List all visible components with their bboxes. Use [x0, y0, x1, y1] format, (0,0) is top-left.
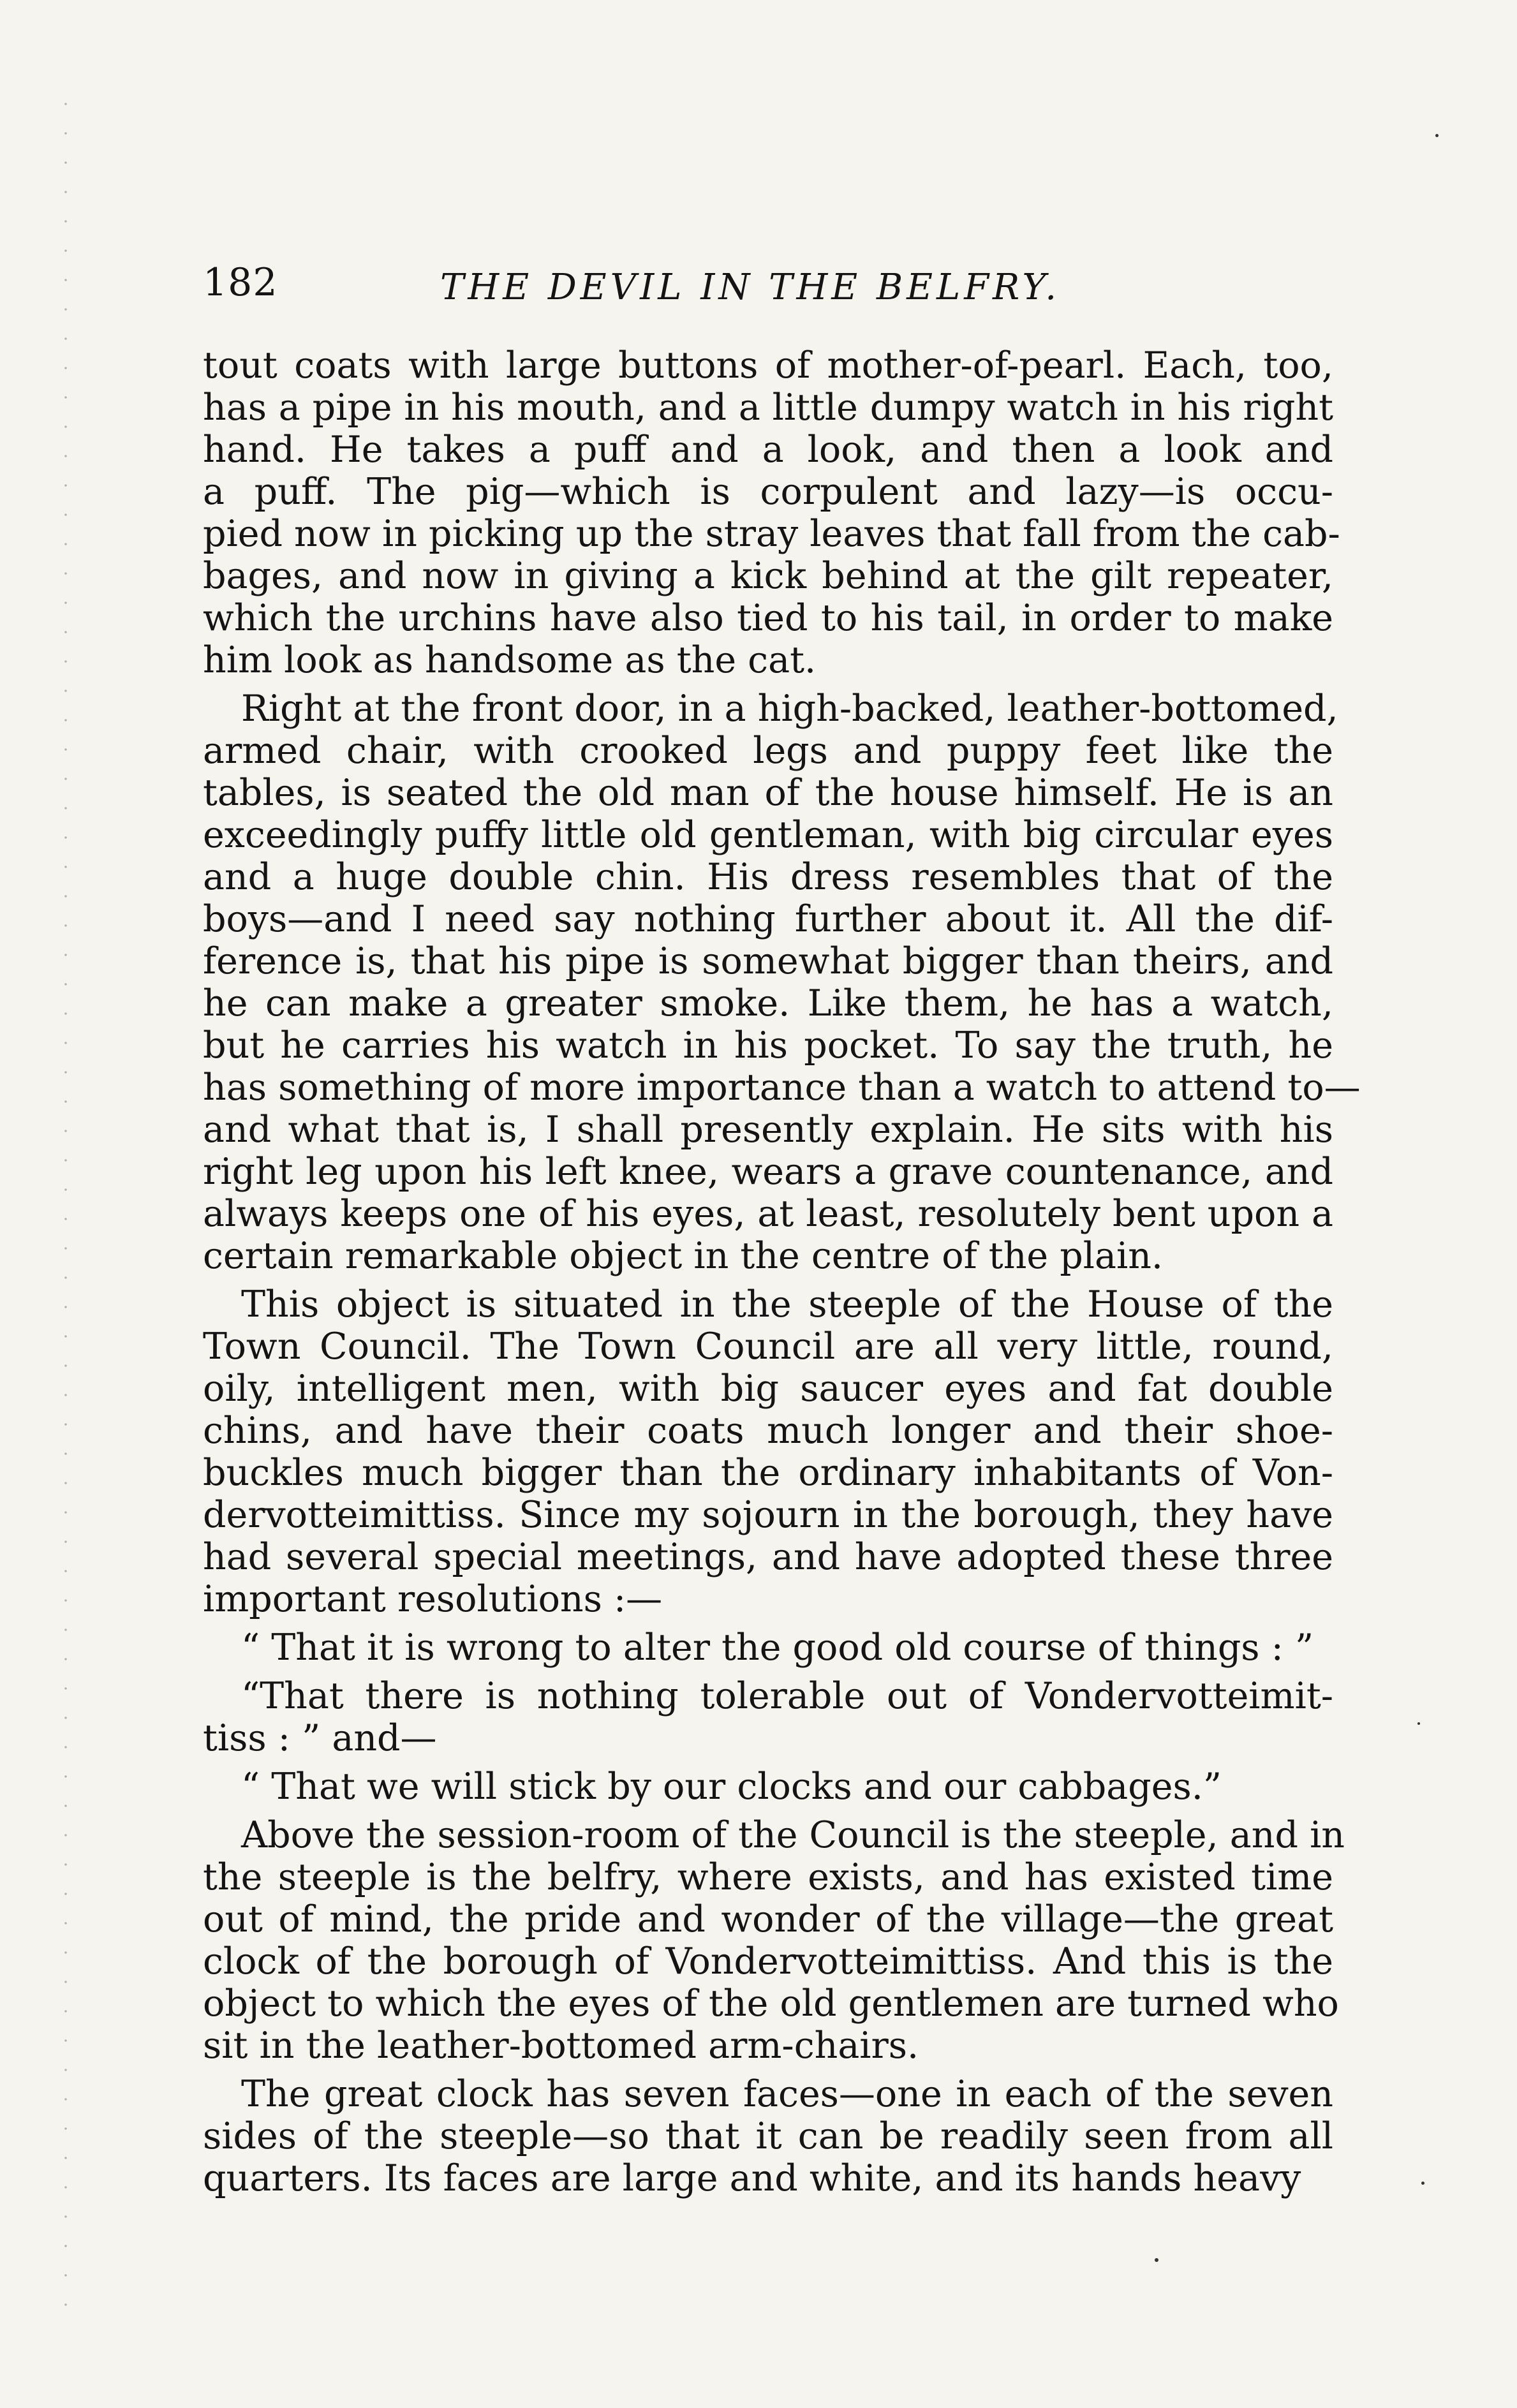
text-line: him look as handsome as the cat.	[203, 639, 817, 681]
text-line: armed chair, with crooked legs and puppy feet like the	[203, 730, 1333, 772]
running-title: THE DEVIL IN THE BELFRY.	[440, 267, 1061, 308]
text-line: but he carries his watch in his pocket. To say the truth, he	[203, 1024, 1333, 1067]
text-line: “That there is nothing tolerable out of Vondervotteimit-	[241, 1675, 1333, 1717]
text-line: tables, is seated the old man of the house himself. He is an	[203, 772, 1333, 814]
text-line: sides of the steeple—so that it can be readily seen from all	[203, 2115, 1333, 2157]
paragraph-gap	[203, 1277, 1333, 1283]
text-line: has a pipe in his mouth, and a little dumpy watch in his right	[203, 387, 1333, 429]
paragraph-gap	[203, 2067, 1333, 2073]
paragraph	[203, 1675, 1333, 1759]
text-line: This object is situated in the steeple of the House of the	[241, 1283, 1333, 1326]
text-line: and what that is, I shall presently explain. He sits with his	[203, 1109, 1333, 1151]
paragraph-gap	[203, 1620, 1333, 1627]
paragraph	[203, 2073, 1333, 2199]
text-line: has something of more importance than a watch to attend to—	[203, 1067, 1361, 1109]
text-line: boys—and I need say nothing further about it. All the dif-	[203, 898, 1333, 940]
text-line: The great clock has seven faces—one in each of the seven	[241, 2073, 1333, 2115]
text-line: had several special meetings, and have adopted these three	[203, 1536, 1333, 1578]
text-line: chins, and have their coats much longer and their shoe-	[203, 1410, 1333, 1452]
text-line: sit in the leather-bottomed arm-chairs.	[203, 2025, 919, 2067]
paragraph-gap	[203, 681, 1333, 688]
paragraph	[203, 1627, 1333, 1669]
text-line: quarters. Its faces are large and white, and its hands heavy	[203, 2157, 1301, 2199]
text-line: right leg upon his left knee, wears a grave countenance, and	[203, 1151, 1333, 1193]
text-line: which the urchins have also tied to his tail, in order to make	[203, 597, 1333, 639]
text-line: “ That we will stick by our clocks and our cabbages.”	[241, 1766, 1222, 1808]
body-text	[203, 344, 1361, 2199]
paragraph	[203, 344, 1340, 681]
text-line: he can make a greater smoke. Like them, he has a watch,	[203, 982, 1333, 1024]
text-line: oily, intelligent men, with big saucer eyes and fat double	[203, 1368, 1333, 1410]
paragraph	[203, 1814, 1345, 2067]
text-line: object to which the eyes of the old gentlemen are turned who	[203, 1983, 1339, 2025]
text-line: bages, and now in giving a kick behind at the gilt repeater,	[203, 555, 1333, 597]
text-line: hand. He takes a puff and a look, and then a look and	[203, 429, 1333, 471]
text-line: buckles much bigger than the ordinary inhabitants of Von-	[203, 1452, 1333, 1494]
text-line: tout coats with large buttons of mother-of-pearl. Each, too,	[203, 344, 1333, 387]
text-line: exceedingly puffy little old gentleman, with big circular eyes	[203, 814, 1333, 856]
ink-speck	[1155, 2258, 1158, 2262]
text-line: tiss : ” and—	[203, 1717, 437, 1759]
paragraph-gap	[203, 1759, 1333, 1766]
ink-speck	[1421, 2182, 1425, 2185]
text-line: always keeps one of his eyes, at least, resolutely bent upon a	[203, 1193, 1333, 1235]
text-line: a puff. The pig—which is corpulent and lazy—is occu-	[203, 471, 1333, 513]
ink-speck	[1435, 134, 1439, 137]
text-line: dervotteimittiss. Since my sojourn in the borough, they have	[203, 1494, 1333, 1536]
text-line: out of mind, the pride and wonder of the village—the great	[203, 1898, 1333, 1940]
text-line: and a huge double chin. His dress resembles that of the	[203, 856, 1333, 898]
text-line: “ That it is wrong to alter the good old course of things : ”	[241, 1627, 1314, 1669]
text-line: Right at the front door, in a high-backed, leather-bottomed,	[241, 688, 1338, 730]
ink-speck	[1417, 1722, 1420, 1725]
paragraph	[203, 1283, 1333, 1620]
text-line: pied now in picking up the stray leaves that fall from the cab-	[203, 513, 1340, 555]
text-line: ference is, that his pipe is somewhat bigger than theirs, and	[203, 940, 1333, 982]
paragraph	[203, 688, 1361, 1277]
paragraph-gap	[203, 1669, 1333, 1675]
paragraph-gap	[203, 1808, 1333, 1814]
page-edge-shading	[64, 89, 68, 2322]
text-line: the steeple is the belfry, where exists, and has existed time	[203, 1856, 1333, 1898]
text-line: Above the session-room of the Council is the steeple, and in	[241, 1814, 1345, 1856]
text-line: important resolutions :—	[203, 1578, 663, 1620]
text-line: certain remarkable object in the centre of the plain.	[203, 1235, 1164, 1277]
page-number: 182	[203, 260, 278, 305]
text-line: Town Council. The Town Council are all very little, round,	[203, 1326, 1333, 1368]
text-line: clock of the borough of Vondervotteimittiss. And this is the	[203, 1940, 1333, 1983]
paragraph	[203, 1766, 1333, 1808]
